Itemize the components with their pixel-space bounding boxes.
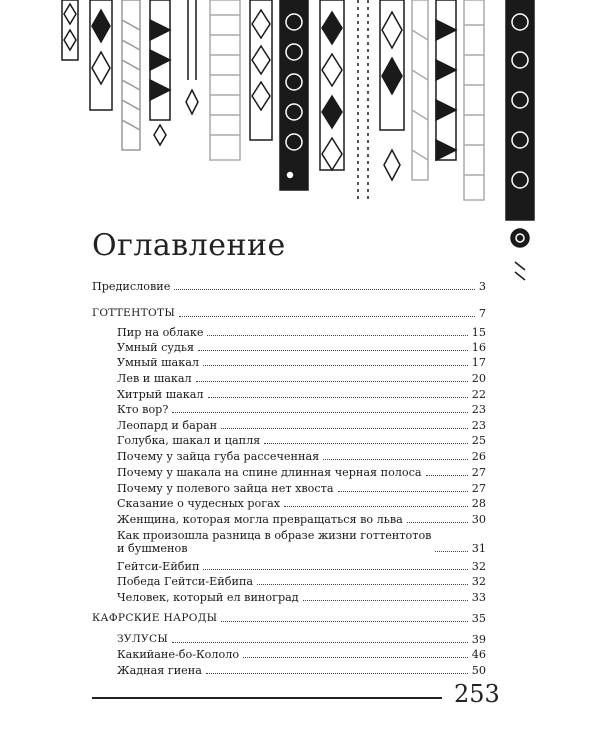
toc-entry[interactable] [117, 513, 486, 526]
leader-dots [179, 316, 475, 317]
leader-dots [198, 350, 468, 351]
leader-dots [221, 428, 468, 429]
toc-entry[interactable] [117, 450, 486, 463]
toc-entry[interactable] [117, 591, 486, 604]
toc-entry-page: 25 [471, 434, 486, 447]
toc-entry[interactable] [117, 648, 486, 661]
leader-dots [284, 506, 468, 507]
toc-entry[interactable] [117, 497, 486, 510]
toc-section[interactable] [92, 612, 486, 625]
toc-entry-label: Как произошла разница в образе жизни готтентотов [117, 529, 432, 542]
toc-entry-label: Кто вор? [117, 403, 169, 416]
toc-entry[interactable] [117, 388, 486, 401]
toc-entry-label: Хитрый шакал [117, 388, 204, 401]
page-title: Оглавление [92, 228, 286, 263]
toc-entry[interactable] [117, 575, 486, 588]
toc-entry-page: 46 [471, 648, 486, 661]
toc-entry-label: Победа Гейтси-Ейбипа [117, 575, 254, 588]
leader-dots [303, 600, 468, 601]
toc-entry-page: 27 [471, 482, 486, 495]
toc-entry-page: 7 [478, 307, 486, 320]
leader-dots [338, 491, 468, 492]
toc-subsection[interactable] [117, 633, 486, 646]
toc-entry-label: Женщина, которая могла превращаться во льва [117, 513, 403, 526]
toc-entry-page: 30 [471, 513, 486, 526]
leader-dots [207, 335, 467, 336]
leader-dots [407, 522, 468, 523]
toc-entry[interactable] [117, 434, 486, 447]
toc-entry[interactable] [117, 482, 486, 495]
toc-entry-page: 31 [471, 542, 486, 555]
leader-dots [172, 412, 467, 413]
leader-dots [221, 621, 467, 622]
toc-entry-page: 35 [471, 612, 486, 625]
leader-dots [426, 475, 468, 476]
toc-entry-label: Пир на облаке [117, 326, 204, 339]
toc-entry-label: Лев и шакал [117, 372, 192, 385]
toc-entry-page: 28 [471, 497, 486, 510]
toc-entry-label: Предисловие [92, 280, 171, 293]
leader-dots [206, 673, 468, 674]
toc-entry-page: 22 [471, 388, 486, 401]
toc-entry-label: Какийане-бо-Кололо [117, 648, 240, 661]
toc-entry-label: Почему у полевого зайца нет хвоста [117, 482, 334, 495]
toc-entry-page: 33 [471, 591, 486, 604]
leader-dots [323, 459, 468, 460]
toc-entry-page: 15 [471, 326, 486, 339]
toc-entry[interactable] [117, 664, 486, 677]
toc-entry-page: 26 [471, 450, 486, 463]
toc-entry[interactable] [117, 529, 486, 555]
toc-entry-label-continued: и бушменов [117, 542, 188, 555]
toc-entry[interactable] [117, 356, 486, 369]
leader-dots [264, 443, 468, 444]
toc-entry-label: Человек, который ел виноград [117, 591, 299, 604]
leader-dots [203, 569, 467, 570]
toc-entry-label: Голубка, шакал и цапля [117, 434, 261, 447]
toc-entry-label: Жадная гиена [117, 664, 202, 677]
toc-entry-label-block [117, 529, 431, 555]
toc-entry-page: 3 [478, 280, 486, 293]
toc-entry-label: Умный шакал [117, 356, 199, 369]
toc-entry-label: Гейтси-Ейбип [117, 560, 200, 573]
toc-entry-label: Почему у шакала на спине длинная черная полоса [117, 466, 422, 479]
toc-entry-page: 20 [471, 372, 486, 385]
leader-dots [435, 551, 467, 552]
toc-section[interactable] [92, 307, 486, 320]
toc-entry[interactable] [117, 466, 486, 479]
toc-entry-page: 32 [471, 575, 486, 588]
toc-entry-page: 23 [471, 403, 486, 416]
toc-entry-page: 16 [471, 341, 486, 354]
leader-dots [257, 584, 468, 585]
toc-entry-page: 39 [471, 633, 486, 646]
toc-entry[interactable] [117, 372, 486, 385]
toc-section-label: ГОТТЕНТОТЫ [92, 307, 176, 319]
toc-entry[interactable] [117, 419, 486, 432]
toc-entry[interactable] [117, 403, 486, 416]
leader-dots [172, 642, 468, 643]
leader-dots [243, 657, 468, 658]
leader-dots [196, 381, 468, 382]
toc-entry-page: 23 [471, 419, 486, 432]
leader-dots [203, 365, 468, 366]
toc-entry-page: 17 [471, 356, 486, 369]
footer-rule [92, 697, 442, 699]
tribal-ornament-header [0, 0, 600, 300]
toc-entry-label: Сказание о чудесных рогах [117, 497, 281, 510]
toc-subsection-label: ЗУЛУСЫ [117, 633, 169, 645]
toc-entry[interactable] [92, 280, 486, 293]
leader-dots [208, 397, 468, 398]
toc-entry[interactable] [117, 326, 486, 339]
page-number: 253 [454, 680, 500, 708]
toc-entry-page: 32 [471, 560, 486, 573]
toc-entry[interactable] [117, 560, 486, 573]
toc-entry-label: Почему у зайца губа рассеченная [117, 450, 320, 463]
leader-dots [174, 289, 475, 290]
toc-entry[interactable] [117, 341, 486, 354]
toc-entry-label: Умный судья [117, 341, 195, 354]
toc-section-label: КАФРСКИЕ НАРОДЫ [92, 612, 218, 624]
toc-entry-label: Леопард и баран [117, 419, 218, 432]
toc-entry-page: 27 [471, 466, 486, 479]
toc-entry-page: 50 [471, 664, 486, 677]
